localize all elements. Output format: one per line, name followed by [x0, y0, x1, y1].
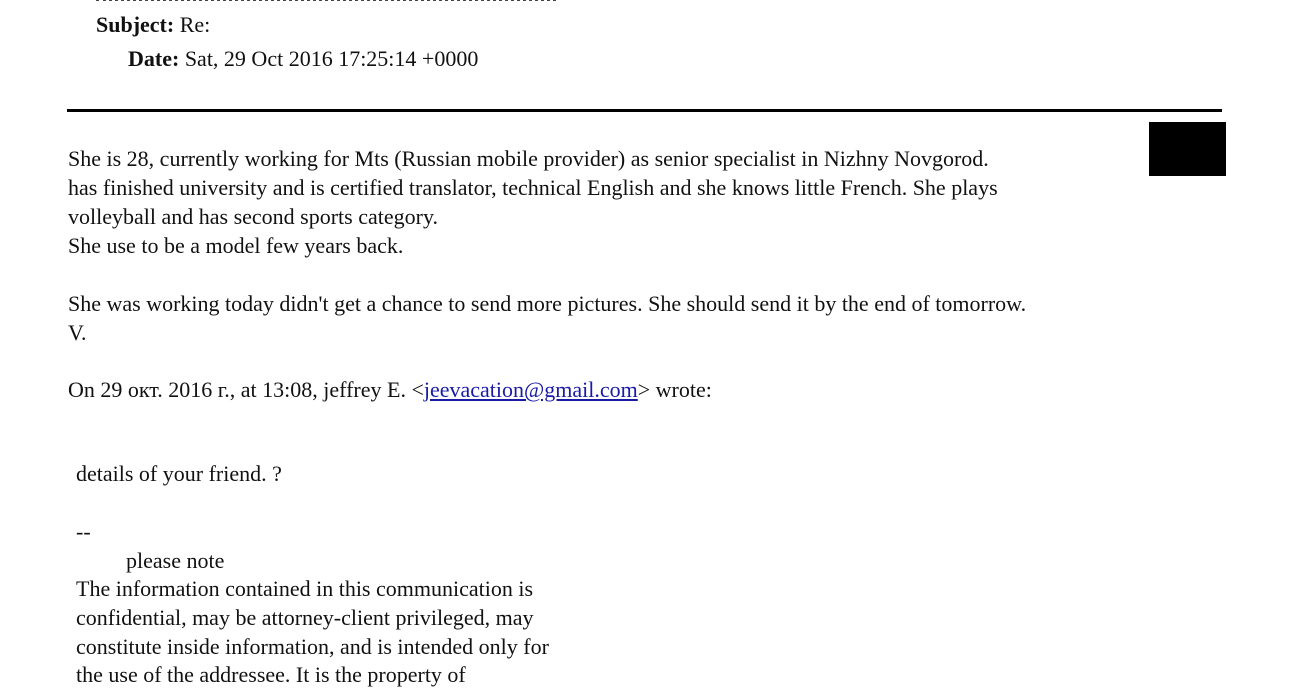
disclaimer-line: confidential, may be attorney-client privileged, may	[76, 605, 534, 630]
redaction-box	[1149, 122, 1226, 176]
disclaimer-line: The information contained in this communication is	[76, 576, 534, 601]
reply-prefix: On 29 окт. 2016 г., at 13:08, jeffrey E. <	[68, 377, 424, 402]
body-line: has finished university and is certified translator, technical English and she knows little French. She plays	[68, 175, 998, 200]
signature-initial: V.	[68, 320, 87, 345]
quoted-line: details of your friend. ?	[76, 461, 282, 486]
body-line: She use to be a model few years back.	[68, 233, 404, 258]
date-value: Sat, 29 Oct 2016 17:25:14 +0000	[184, 46, 479, 71]
subject-label: Subject:	[96, 12, 175, 37]
date-row	[128, 46, 478, 72]
subject-row	[96, 12, 210, 38]
subject-value: Re:	[179, 12, 211, 37]
please-note: please note	[126, 548, 225, 573]
reply-suffix: > wrote:	[637, 377, 712, 402]
disclaimer-line: the use of the addressee. It is the property of	[76, 662, 466, 687]
body-line: She is 28, currently working for Mts (Russian mobile provider) as senior specialist in Nizhny Novgorod.	[68, 146, 989, 171]
date-label: Date:	[128, 46, 180, 71]
header-divider	[67, 109, 1222, 112]
body-line: She was working today didn't get a chance to send more pictures. She should send it by the end of tomorrow.	[68, 291, 1027, 316]
signature-separator: --	[76, 519, 91, 544]
disclaimer-line: constitute inside information, and is intended only for	[76, 634, 549, 659]
body-line: volleyball and has second sports category.	[68, 204, 439, 229]
cutoff-header-line	[96, 0, 556, 1]
reply-attribution	[68, 377, 712, 403]
sender-email-link[interactable]: jeevacation@gmail.com	[423, 377, 638, 402]
